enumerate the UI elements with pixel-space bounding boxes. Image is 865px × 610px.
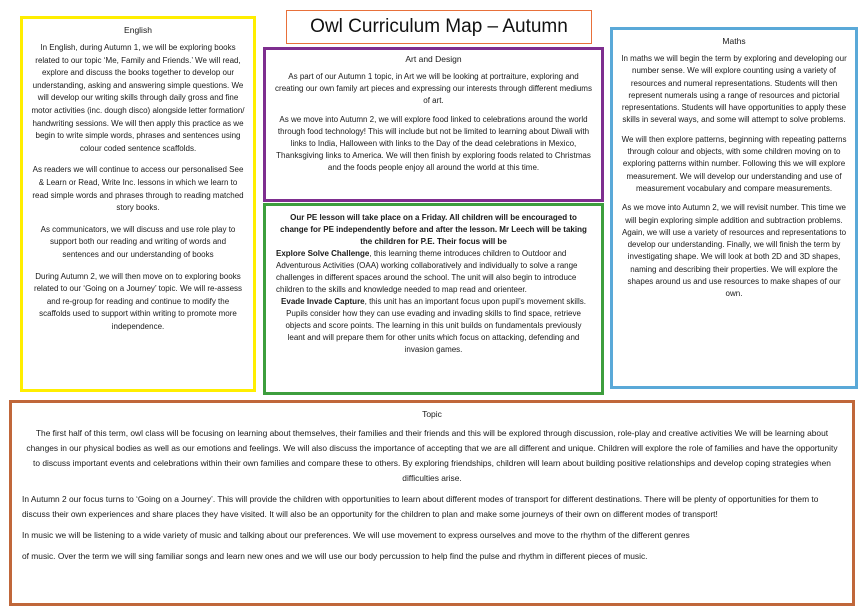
topic-paragraph: In music we will be listening to a wide variety of music and talking about our preferences. We will use movement to express ourselves and move to the rhythm of the different genres — [22, 530, 690, 540]
maths-paragraph: We will then explore patterns, beginning with repeating patterns through colour and objects, with some children moving on to exploring patterns within number. Following this we will explore measurement. We will develop our understanding and use of measurement vocabulary and compare measurements. — [621, 134, 847, 193]
topic-paragraph: of music. Over the term we will sing familiar songs and learn new ones and we will use our body percussion to help find the pulse and rhythm in different pieces of music. — [22, 551, 648, 561]
art-paragraph: As part of our Autumn 1 topic, in Art we will be looking at portraiture, exploring and creating our own family art pieces and expressing our interests through different mediums of art. — [275, 72, 592, 106]
english-paragraph: As readers we will continue to access our personalised See & Learn or Read, Write Inc. lessons in which we learn to read simple words and phrases through to reading matched story books. — [32, 165, 244, 213]
maths-paragraph: In maths we will begin the term by exploring and developing our number sense. We will explore counting using a variety of resources and numeral representations. Students will then represent numerals using a range of resources and pictorial representations. Students will have opportunities to apply these skills in several ways, and some will attempt to solve problems. — [621, 54, 847, 125]
title-box — [286, 10, 592, 44]
english-paragraph: As communicators, we will discuss and use role play to support both our reading and writing of words and sentences and our understanding of books — [40, 224, 236, 259]
pe-section — [263, 203, 604, 395]
maths-paragraph: As we move into Autumn 2, we will revisit number. This time we will begin exploring simple addition and subtraction problems. Again, we will use a variety of resources and representations to develop our understanding. Finally, we will finish the term by investigating shape. We will look at both 2D and 3D shapes, naming and describing their properties. We will explore the shapes around us and use resources to make shapes of our own. — [621, 203, 847, 299]
maths-section — [610, 27, 858, 389]
english-heading: English — [124, 25, 152, 35]
pe-unit-explore-solve-challenge — [276, 248, 591, 296]
page-title: Owl Curriculum Map – Autumn — [310, 16, 568, 37]
topic-paragraph: The first half of this term, owl class will be focusing on learning about themselves, their families and their friends and this will be explored through discussion, role-play and creative activities We will be learning about changes in our physical bodies as well as our emotions and feelings. We will also discuss the importance of accepting that we are all different and unique. Children will explore the role of families and have the opportunity to discuss important events and celebrations within their own families and compare these to others. By exploring friendships, children will learn about building positive relationships and develop coping strategies when difficulties arise. — [26, 428, 838, 483]
topic-paragraph: In Autumn 2 our focus turns to ‘Going on a Journey’. This will provide the children with opportunities to learn about different modes of transport for different destinations. There will be plenty of opportunities for them to discuss their own experiences and share places they have visited. It will also be an opportunity for the children to plan and make some journeys of their own on different modes of transport! — [22, 494, 819, 519]
pe-unit2-title: Evade Invade Capture — [281, 297, 365, 306]
art-paragraph: As we move into Autumn 2, we will explore food linked to celebrations around the world through food technology! This will include but not be limited to learning about Diwali with links to India, Halloween with links to the Day of the dead celebrations in Mexico, Thanksgiving links to America. We will then finish by exploring foods related to Christmas and the foods people enjoy all around the world at this time. — [276, 114, 591, 173]
english-section — [20, 16, 256, 392]
pe-unit1-text: , this learning theme introduces children to Outdoor and Adventurous Activities (OAA) working collaboratively and individually to solve a range challenges in different spaces around the school. The unit will also begin to introduce children to the skills and knowledge needed to map read and orienteer. — [276, 249, 578, 294]
pe-unit-evade-invade-capture — [276, 296, 591, 356]
maths-heading: Maths — [722, 36, 746, 46]
pe-unit1-title: Explore Solve Challenge — [276, 249, 370, 258]
english-paragraph: During Autumn 2, we will then move on to exploring books related to our ‘Going on a Journey’ topic. We will re-assess and re-group for reading and continue to modify the scaffolds used to support within writing to promote more independence. — [33, 271, 243, 331]
pe-intro: Our PE lesson will take place on a Friday. All children will be encouraged to change for PE independently before and after the lesson. Mr Leech will be taking the children for P.E. Their focus will be — [280, 213, 587, 246]
pe-unit2-text: , this unit has an important focus upon pupil’s movement skills. Pupils consider how they can use evading and invading skills to find space, retrieve objects and score points. The learning in this unit builds on fundamentals previously leant and will prepare them for other units which focus on attacking, defending and invasion games. — [285, 297, 586, 354]
topic-section — [9, 400, 855, 606]
art-design-section — [263, 47, 604, 202]
topic-heading: Topic — [422, 409, 442, 419]
art-heading: Art and Design — [405, 54, 462, 64]
english-paragraph: In English, during Autumn 1, we will be exploring books related to our topic ‘Me, Family and Friends.’ We will read, explore and discuss the books together to develop our understanding, asking and answering simple questions. We will develop our writing skills through daily gross and fine motor activities (inc. dough disco) alongside letter formation/ handwriting sessions. We will then apply this practice as we begin to write simple words, phrases and sentences using colour coded sentence scaffolds. — [31, 43, 245, 153]
